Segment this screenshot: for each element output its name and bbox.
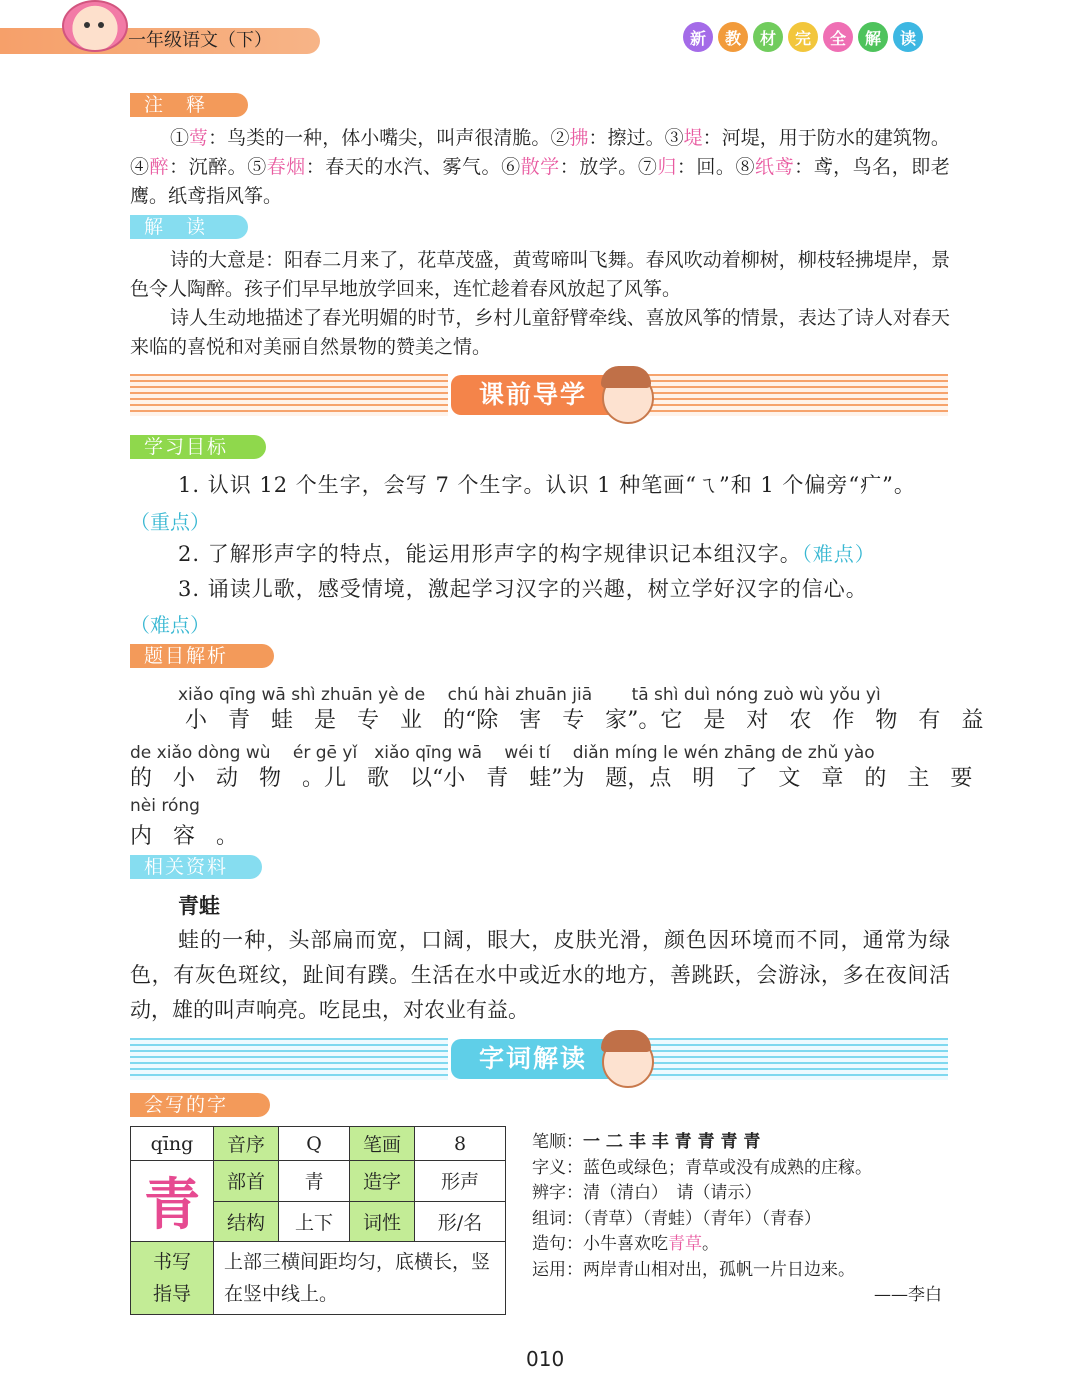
- hanzi-line-2: 的 小 动 物 。儿 歌 以“小 青 蛙”为 题，点 明 了 文 章 的 主 要: [130, 766, 973, 791]
- label-cixing: 词性: [350, 1201, 415, 1242]
- preview-banner-title: 课前导学: [451, 375, 621, 415]
- badge: 读: [893, 22, 923, 52]
- badge: 新: [683, 22, 713, 52]
- banner-stripes-left: [130, 374, 448, 416]
- page-number: 010: [526, 1347, 565, 1371]
- stroke-order-row: 笔顺：一 二 丰 丰 青 青 青 青: [532, 1132, 761, 1152]
- hanzi-line-3: 内 容 。: [130, 824, 238, 849]
- sentence-row: 造句：小牛喜欢吃青草。: [532, 1234, 719, 1254]
- label-bihua: 笔画: [350, 1127, 415, 1161]
- reading-tag: 解 读: [130, 215, 248, 239]
- badge: 完: [788, 22, 818, 52]
- distinguish-row: 辨字：清（清白） 请（请示）: [532, 1183, 762, 1203]
- guide-text: 上部三横间距均匀，底横长，竖在竖中线上。: [214, 1242, 506, 1315]
- meaning-row: 字义：蓝色或绿色；青草或没有成熟的庄稼。: [532, 1157, 872, 1178]
- related-tag: 相关资料: [130, 855, 262, 879]
- related-title: 青蛙: [178, 894, 220, 918]
- goals-tag: 学习目标: [130, 435, 266, 459]
- big-character: 青: [131, 1161, 214, 1242]
- pinyin-line-2: de xiǎo dòng wù ér gē yǐ xiǎo qīng wā wéi tí diǎn míng le wén zhāng de zhǔ yào: [130, 743, 875, 763]
- char-pinyin: qīng: [131, 1127, 214, 1161]
- badge: 解: [858, 22, 888, 52]
- usage-row: 运用：两岸青山相对出，孤帆一片日边来。: [532, 1259, 855, 1280]
- value-zaozi: 形声: [415, 1161, 506, 1202]
- goal-1-note: （重点）: [130, 510, 210, 534]
- banner-stripes-left: [130, 1038, 448, 1080]
- hanzi-line-1: 小 青 蛙 是 专 业 的“除 害 专 家”。它 是 对 农 作 物 有 益: [185, 708, 984, 733]
- girl-hat-icon: [601, 366, 651, 388]
- book-title: 一年级语文（下）: [128, 30, 272, 51]
- goal-1: 1. 认识 12 个生字，会写 7 个生字。认识 1 种笔画“ㄟ”和 1 个偏旁“疒”。: [178, 473, 916, 497]
- guide-label: 书写指导: [131, 1242, 214, 1315]
- girl-face-icon: [62, 0, 128, 52]
- label-yinxu: 音序: [214, 1127, 279, 1161]
- badge: 教: [718, 22, 748, 52]
- series-badges: [683, 22, 923, 52]
- title-analysis-tag: 题目解析: [130, 644, 274, 668]
- related-text: 蛙的一种，头部扁而宽，口阔，眼大，皮肤光滑，颜色因环境而不同，通常为绿色，有灰色斑纹，趾间有蹼。生活在水中或近水的地方，善跳跃，会游泳，多在夜间活动，雄的叫声响亮。吃昆虫，对农业有益。: [130, 928, 950, 1022]
- banner-stripes-right: [648, 1038, 948, 1080]
- char-table: [130, 1126, 506, 1315]
- badge: 材: [753, 22, 783, 52]
- label-jiegou: 结构: [214, 1201, 279, 1242]
- badge: 全: [823, 22, 853, 52]
- usage-author: ——李白: [874, 1285, 942, 1305]
- pinyin-line-1: xiǎo qīng wā shì zhuān yè de chú hài zhuān jiā tā shì duì nóng zuò wù yǒu yì: [178, 685, 881, 705]
- reading-paragraph-2: 诗人生动地描述了春光明媚的时节，乡村儿童舒臂牵线、喜放风筝的情景，表达了诗人对春天来临的喜悦和对美丽自然景物的赞美之情。: [130, 307, 950, 358]
- reading-paragraph-1: 诗的大意是：阳春二月来了，花草茂盛，黄莺啼叫飞舞。春风吹动着柳树，柳枝轻拂堤岸，景色令人陶醉。孩子们早早地放学回来，连忙趁着春风放起了风筝。: [130, 249, 950, 300]
- banner-stripes-right: [648, 374, 948, 416]
- words-banner-title: 字词解读: [451, 1039, 621, 1079]
- char-info: [532, 1130, 952, 1309]
- goal-3-note: （难点）: [130, 613, 210, 637]
- compound-row: 组词：（青草）（青蛙）（青年）（青春）: [532, 1208, 821, 1229]
- value-bihua: 8: [415, 1127, 506, 1161]
- value-cixing: 形/名: [415, 1201, 506, 1242]
- write-chars-tag: 会写的字: [130, 1093, 270, 1117]
- stroke-glyph: ㄟ: [696, 473, 719, 497]
- girl-hat-icon: [601, 1030, 651, 1052]
- notes-tag: 注 释: [130, 93, 248, 117]
- value-jiegou: 上下: [279, 1201, 350, 1242]
- goal-2: 2. 了解形声字的特点，能运用形声字的构字规律识记本组汉字。（难点）: [178, 542, 876, 566]
- value-yinxu: Q: [279, 1127, 350, 1161]
- value-bushou: 青: [279, 1161, 350, 1202]
- pinyin-line-3: nèi róng: [130, 796, 200, 816]
- notes-text: ①莺：鸟类的一种，体小嘴尖，叫声很清脆。②拂：擦过。③堤：河堤，用于防水的建筑物。④醉：沉醉。⑤春烟：春天的水汽、雾气。⑥散学：放学。⑦归：回。⑧纸鸢：鸢，鸟名，即老鹰。纸鸢指风筝。: [130, 127, 950, 207]
- label-zaozi: 造字: [350, 1161, 415, 1202]
- goal-3: 3. 诵读儿歌，感受情境，激起学习汉字的兴趣，树立学好汉字的信心。: [178, 577, 868, 601]
- label-bushou: 部首: [214, 1161, 279, 1202]
